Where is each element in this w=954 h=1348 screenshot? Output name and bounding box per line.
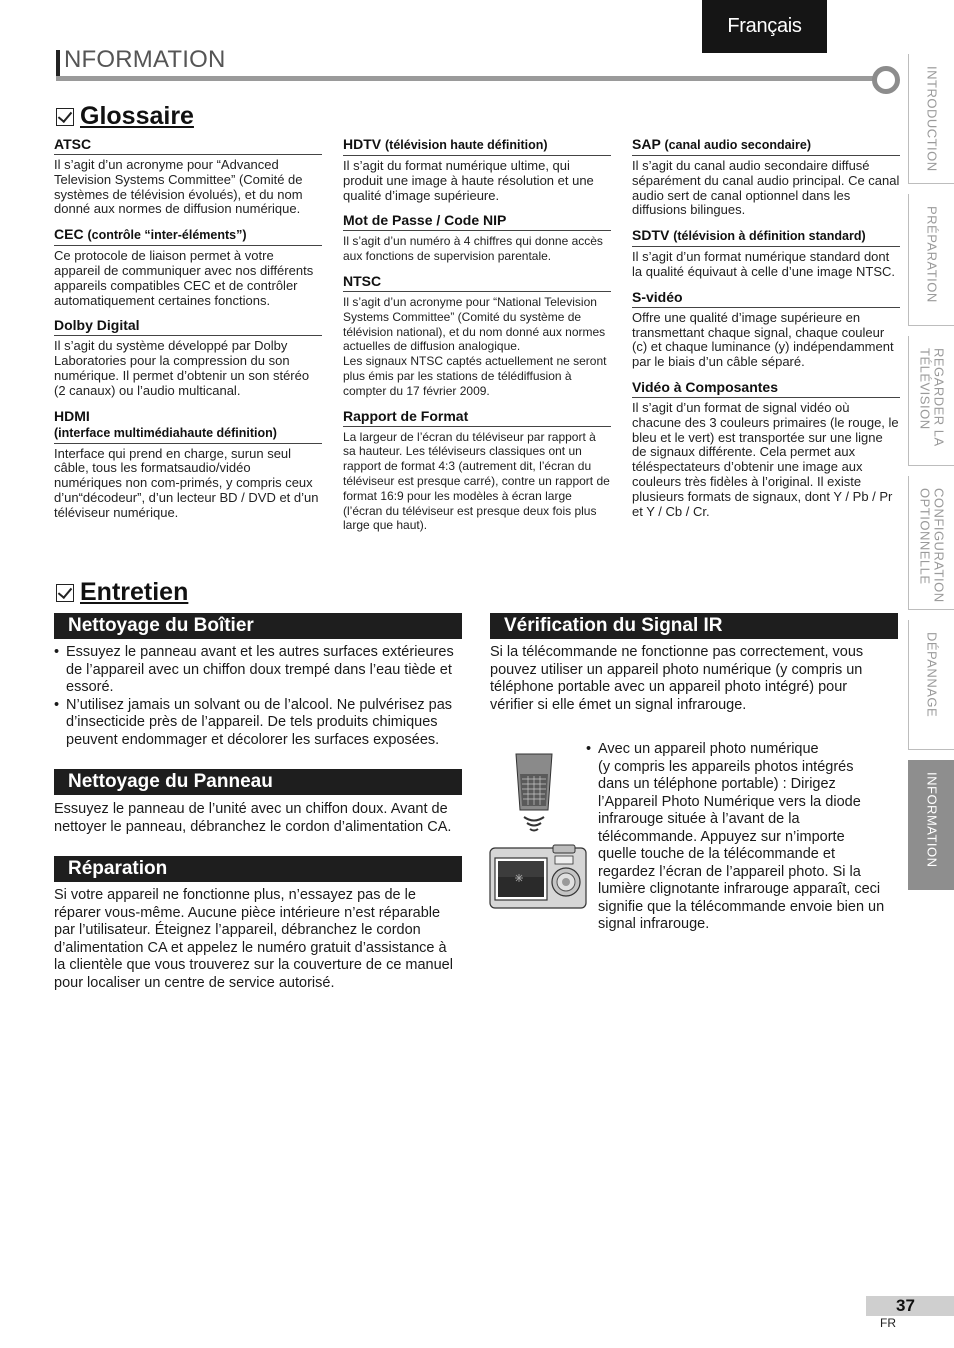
- side-tab-preparation[interactable]: PRÉPARATION: [908, 194, 954, 326]
- glossary-term-component-video: [632, 379, 900, 519]
- list-item: • Essuyez le panneau avant et les autres surfaces extérieures de l’appareil avec un chiffon doux trempé dans l’eau tiède et essoré.: [54, 644, 454, 697]
- glossary-term-sdtv: [632, 227, 900, 280]
- checkbox-icon: [56, 584, 74, 602]
- maintenance-title: Entretien: [80, 578, 189, 606]
- glossary-term-hdtv: [343, 136, 611, 203]
- glossary-column-2: [343, 136, 611, 542]
- cabinet-cleaning-heading: Nettoyage du Boîtier: [54, 613, 462, 639]
- glossary-term-dolby: [54, 317, 322, 398]
- remote-control-icon: [506, 752, 562, 836]
- header-rule: [56, 76, 876, 81]
- glossary-term-atsc: [54, 136, 322, 217]
- glossary-title: Glossaire: [80, 102, 194, 130]
- term-title: Rapport de Format: [343, 408, 611, 427]
- term-definition: Il s’agit du format numérique ultime, qui produit une image à haute résolution et une qualité d’image supérieure.: [343, 158, 594, 203]
- side-tab-introduction[interactable]: INTRODUCTION: [908, 54, 954, 184]
- glossary-term-svideo: [632, 289, 900, 370]
- term-definition: Il s’agit d’un acronyme pour “Advanced Television Systems Committee” (Comité de systèmes de télévision évolués), et du nom donné aux normes de diffusion numérique.: [54, 157, 303, 217]
- side-tab-optional-setup[interactable]: CONFIGURATION OPTIONNELLE: [908, 476, 954, 610]
- term-title: HDTV (télévision haute définition): [343, 136, 611, 156]
- header-circle-icon: [872, 66, 900, 94]
- side-tab-watching-tv[interactable]: REGARDER LA TÉLÉVISION: [908, 336, 954, 466]
- term-definition: Il s’agit d’un format de signal vidéo où chacune des 3 couleurs primaires (le rouge, le bleu et le vert) est transportée sur une ligne de signaux différente. Cela permet aux téléspectateurs d’obtenir une image aux couleurs très fidèles à l’original. Il existe plusieurs formats de signaux, dont Y / Pb / Pr et Y / Cb / Cr.: [632, 399, 899, 519]
- glossary-term-cec: [54, 226, 322, 308]
- term-title: Mot de Passe / Code NIP: [343, 212, 611, 231]
- ir-check-text: Si la télécommande ne fonctionne pas correctement, vous pouvez utiliser un appareil photo numérique (y compris un téléphone portable avec un appareil photo intégré) pour vérifier si elle émet un signal infrarouge.: [490, 644, 864, 713]
- term-definition: Il s’agit d’un format numérique standard dont la qualité équivaut à celle d’une image NTSC.: [632, 249, 896, 279]
- cabinet-cleaning-list: [54, 644, 454, 749]
- term-title: NTSC: [343, 273, 611, 292]
- glossary-term-hdmi: [54, 408, 322, 521]
- maintenance-heading: [56, 578, 188, 607]
- term-definition: Il s’agit du canal audio secondaire diffusé séparément du canal audio principal. Ce canal audio sert de canal optionnel dans les diffusions bilingues.: [632, 158, 900, 218]
- term-definition: La largeur de l’écran du téléviseur par rapport à sa hauteur. Les téléviseurs classiques ont un rapport de format 4:3 (autrement dit, l’écran du téléviseur est presque carré), contre un rapport de format 16:9 pour les modèles à écran large (l’écran du téléviseur est presque deux fois plus large que haut).: [343, 429, 610, 533]
- term-definition: Offre une qualité d’image supérieure en transmettant chaque signal, chaque couleur (c) et chaque luminance (y) indépendamment par le biais d’un câble séparé.: [632, 309, 894, 370]
- page-language-code: FR: [880, 1316, 896, 1330]
- glossary-term-aspect-ratio: [343, 408, 611, 534]
- panel-cleaning-text: Essuyez le panneau de l’unité avec un chiffon doux. Avant de nettoyer le panneau, débranchez le cordon d’alimentation CA.: [54, 801, 452, 835]
- side-tab-troubleshooting[interactable]: DÉPANNAGE: [908, 620, 954, 750]
- page-title: NFORMATION: [64, 46, 226, 73]
- term-definition-note: Les signaux NTSC captés actuellement ne seront plus émis par les stations de télédiffusion à compter du 17 février 2009.: [343, 354, 607, 398]
- term-title: HDMI (interface multimédiahaute définition): [54, 408, 322, 444]
- ir-check-heading: Vérification du Signal IR: [490, 613, 898, 639]
- term-definition: Ce protocole de liaison permet à votre appareil de communiquer avec nos différents appareils compatibles CEC et de contrôler automatiquement certaines fonctions.: [54, 248, 314, 308]
- term-title: SDTV (télévision à définition standard): [632, 227, 900, 247]
- page-number: 37: [866, 1296, 954, 1316]
- term-title: Vidéo à Composantes: [632, 379, 900, 398]
- term-definition: Il s’agit du système développé par Dolby Laboratories pour la compression du son numérique. Il permet d’obtenir un son stéréo (2 canaux) ou l’audio multicanal.: [54, 338, 310, 398]
- list-item: • N’utilisez jamais un solvant ou de l’alcool. Ne pulvérisez pas d’insecticide près de l’appareil. De tels produits chimiques peuvent endommager et décolorer les surfaces exposées.: [54, 697, 454, 750]
- ir-camera-instructions: [586, 741, 886, 934]
- term-title: ATSC: [54, 136, 322, 155]
- repair-text: Si votre appareil ne fonctionne plus, n’essayez pas de le réparer vous-même. Aucune pièce intérieure n’est réparable par l’utilisateur. Éteignez l’appareil, débranchez le cordon d’alimentation CA et appelez le numéro gratuit d’assistance à la clientèle que vous trouverez sur la couverture de ce manuel pour localiser un centre de service autorisé.: [54, 887, 453, 991]
- glossary-term-ntsc: [343, 273, 611, 399]
- list-item: • Avec un appareil photo numérique (y compris les appareils photos intégrés dans un téléphone portable) : Dirigez l’Appareil Photo Numérique vers la diode infrarouge située à l’avant de la télécommande. Appuyez sur n’importe quelle touche de la télécommande et regardez l’écran de l’appareil photo. Si la lumière clignotante infrarouge apparaît, ceci signifie que la télécommande envoie bien un signal infrarouge.: [586, 741, 886, 934]
- panel-cleaning-heading: Nettoyage du Panneau: [54, 769, 462, 795]
- language-tab[interactable]: Français: [702, 0, 827, 53]
- glossary-column-3: [632, 136, 900, 528]
- term-title: S-vidéo: [632, 289, 900, 308]
- glossary-column-1: [54, 136, 322, 530]
- digital-camera-icon: [489, 844, 587, 910]
- glossary-term-sap: [632, 136, 900, 218]
- term-definition: Il s’agit d’un numéro à 4 chiffres qui donne accès aux fonctions de supervision parentale.: [343, 234, 603, 264]
- checkbox-icon: [56, 108, 74, 126]
- side-tab-information[interactable]: INFORMATION: [908, 760, 954, 890]
- term-title: SAP (canal audio secondaire): [632, 136, 900, 156]
- glossary-heading: [56, 102, 194, 131]
- term-title: Dolby Digital: [54, 317, 322, 336]
- glossary-term-password: [343, 212, 611, 264]
- repair-heading: Réparation: [54, 856, 462, 882]
- term-definition: Interface qui prend en charge, surun seul câble, tous les formatsaudio/vidéo numériques non com-primés, y compris ceux d’un“décodeur”, d’un lecteur BD / DVD et d’un téléviseur numérique.: [54, 445, 319, 520]
- term-title: CEC (contrôle “inter-éléments”): [54, 226, 322, 246]
- term-definition: Il s’agit d’un acronyme pour “National Television Systems Committee” (Comité du système de télévision national), et du nom donné aux normes actuelles de diffusion analogique.: [343, 294, 606, 354]
